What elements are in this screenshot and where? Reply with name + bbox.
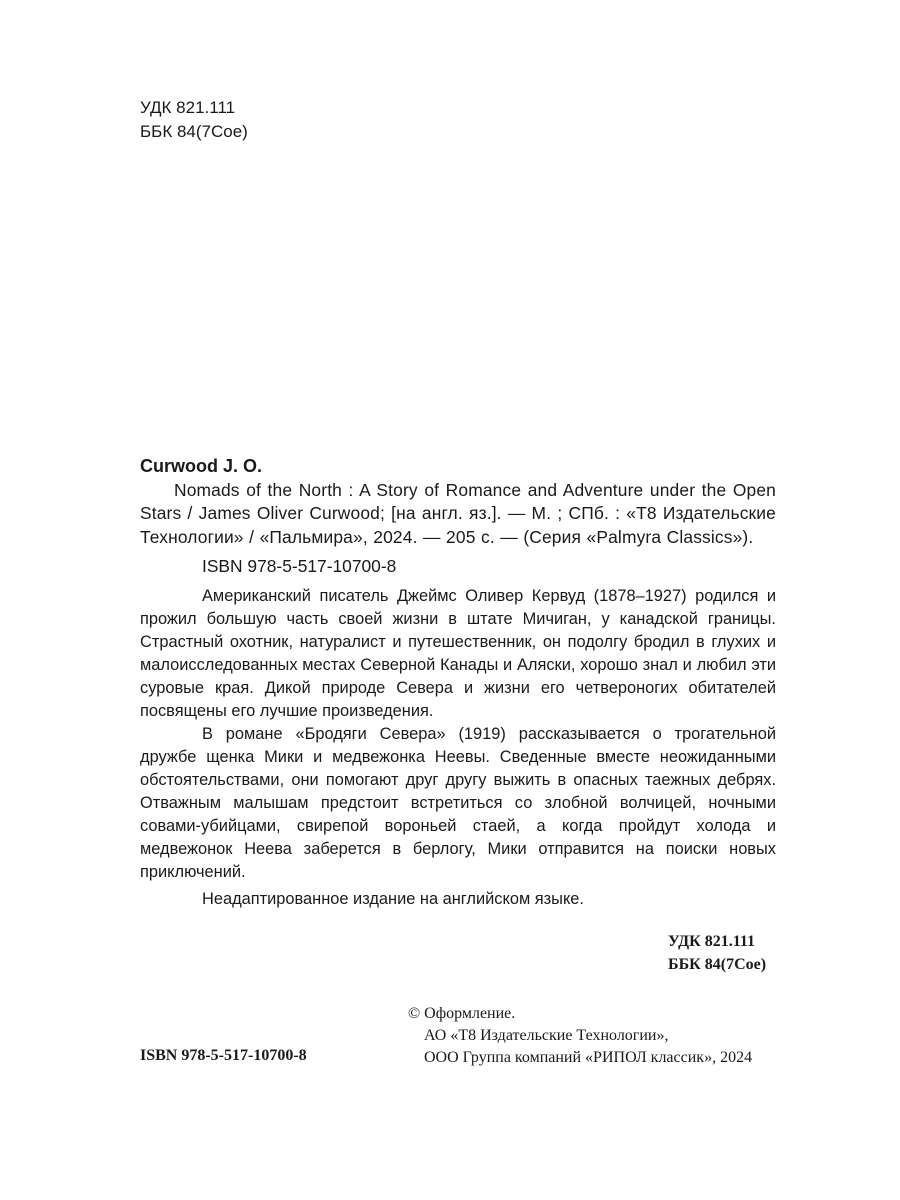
bibliographic-description: Nomads of the North : A Story of Romance and Adventure under the Open Stars / James Oliver Curwood; [на англ. яз.]. — М. ; СПб. : «Т8 Издательские Технологии» / «Пальмира», 2024. — 205 с. — (Серия «Palmyra Classics»). — [140, 479, 776, 547]
annotation-paragraph: Неадаптированное издание на английском языке. — [202, 889, 584, 908]
copyright-line: © Оформление. — [408, 1005, 516, 1022]
bbk-code: ББК 84(7Сое) — [140, 122, 248, 141]
classification-codes-bottom — [668, 930, 766, 976]
isbn-bottom: ISBN 978-5-517-10700-8 — [140, 1047, 307, 1064]
udk-code: УДК 821.111 — [668, 933, 755, 950]
annotation — [140, 585, 776, 911]
copyright-line: ООО Группа компаний «РИПОЛ классик», 2024 — [424, 1049, 753, 1066]
annotation-paragraph: Американский писатель Джеймс Оливер Кервуд (1878–1927) родился и прожил большую часть своей жизни в штате Мичиган, у канадской границы. Страстный охотник, натуралист и путешественник, он подолгу бродил в глухих и малоисследованных местах Северной Канады и Аляски, хорошо знал и любил эти суровые края. Дикой природе Севера и жизни его четвероногих обитателей посвящены его лучшие произведения. — [140, 586, 776, 720]
annotation-paragraph: В романе «Бродяги Севера» (1919) рассказывается о трогательной дружбе щенка Мики и медвежонка Неевы. Сведенные вместе неожиданными обстоятельствами, они помогают друг другу выжить в опасных таежных дебрях. Отважным малышам предстоит встретиться со злобной волчицей, ночными совами-убийцами, свирепой вороньей стаей, а когда пройдут холода и медвежонок Неева заберется в берлогу, Мики отправится на поиски новых приключений. — [140, 724, 776, 881]
classification-codes-top — [140, 96, 248, 144]
catalog-record — [140, 455, 776, 911]
udk-code: УДК 821.111 — [140, 98, 236, 117]
bbk-code: ББК 84(7Сое) — [668, 956, 767, 973]
author-heading: Curwood J. O. — [140, 456, 263, 476]
record-isbn: ISBN 978-5-517-10700-8 — [202, 556, 397, 576]
copyright-line: АО «Т8 Издательские Технологии», — [424, 1027, 669, 1044]
copyright-block — [408, 1003, 752, 1069]
